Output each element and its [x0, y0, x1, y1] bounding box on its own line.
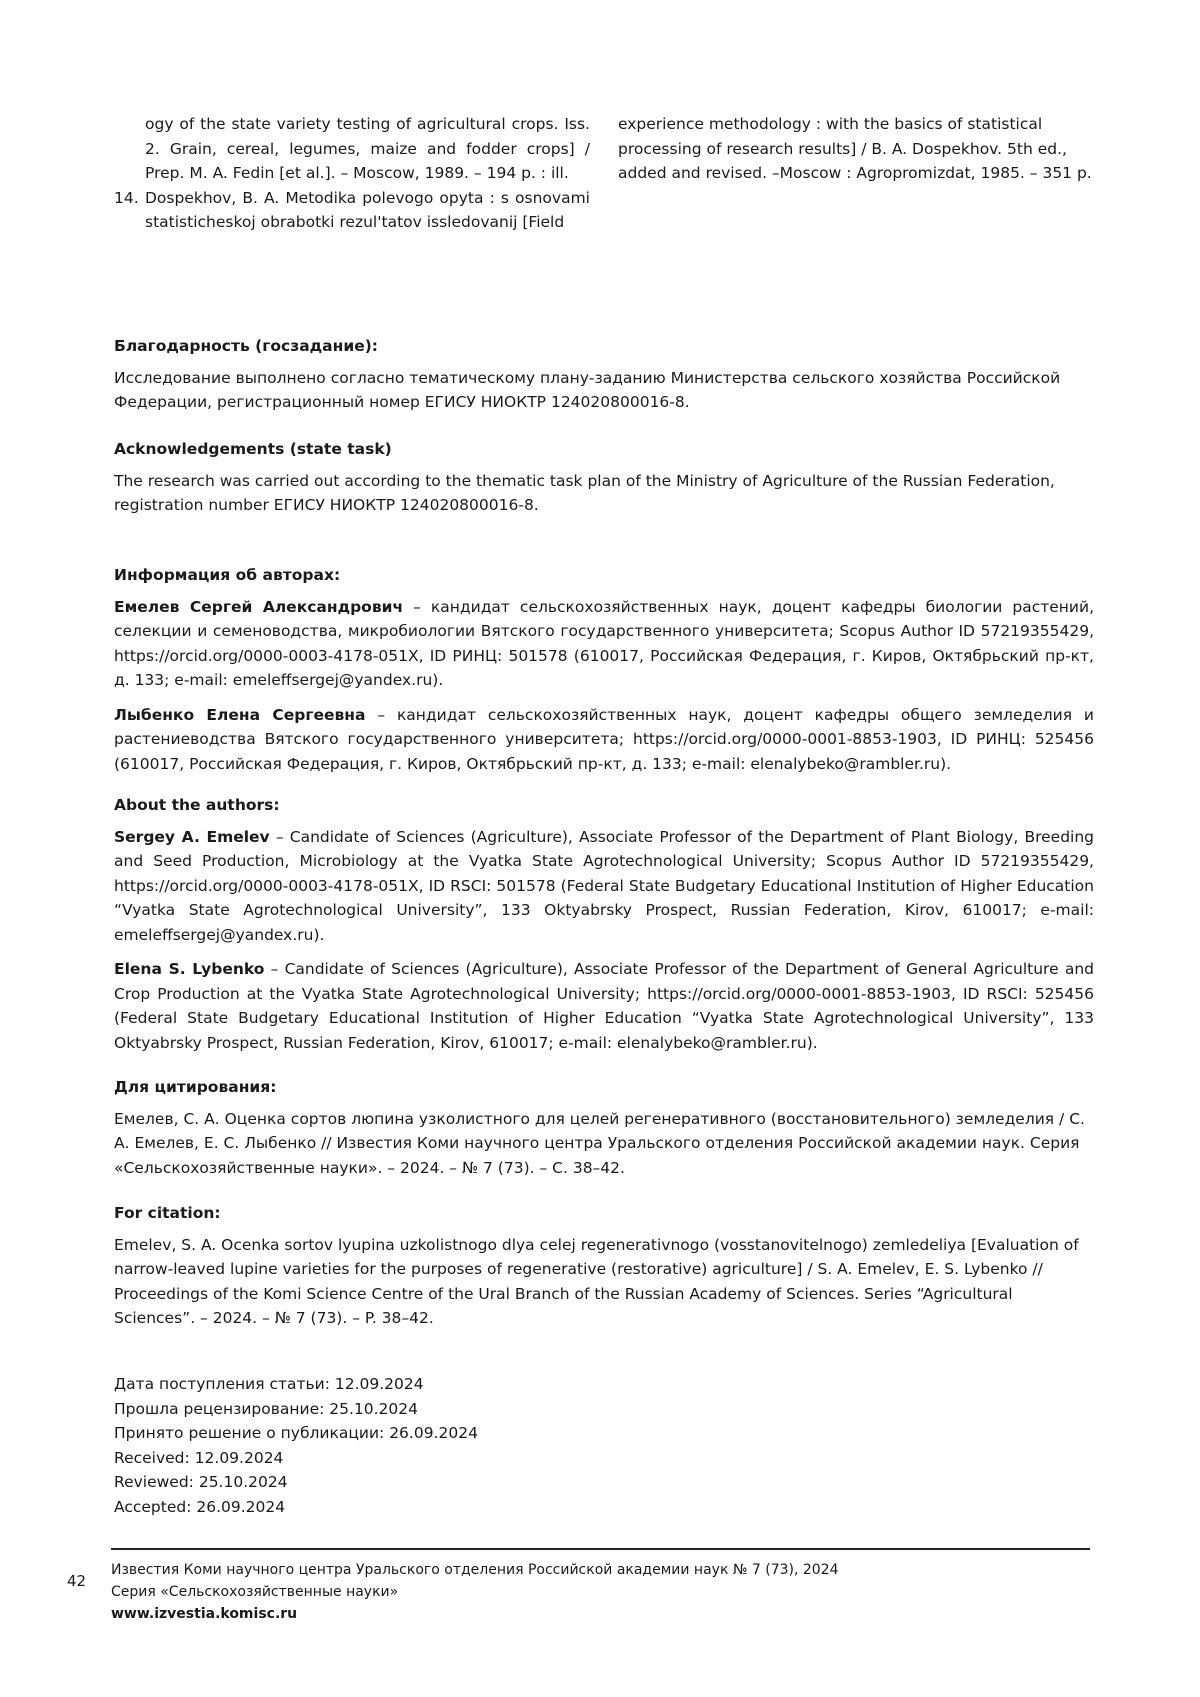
footer-divider: [111, 1548, 1090, 1550]
authors-ru: [114, 563, 1094, 776]
reference-14-continuation: experience methodology : with the basics of statistical processing of research results] / B. A. Dospekhov. 5th ed., added and revised. –Moscow : Agropromizdat, 1985. – 351 p.: [618, 115, 1092, 182]
citation-en-text: Emelev, S. A. Ocenka sortov lyupina uzkolistnogo dlya celej regenerativnogo (vosstanovitelnogo) zemledeliya [Evaluation of narrow-leaved lupine varieties for the purposes of regenerative (restorative) agriculture] / S. A. Emelev, E. S. Lybenko // Proceedings of the Komi Science Centre of the Ural Branch of the Russian Academy of Sciences. Series “Agricultural Sciences”. – 2024. – № 7 (73). – P. 38–42.: [114, 1235, 1079, 1327]
citation-en: [114, 1201, 1094, 1331]
reference-number: 14.: [114, 188, 139, 207]
authors-en-heading: About the authors:: [114, 796, 280, 814]
date-reviewed-en: Reviewed: 25.10.2024: [114, 1473, 288, 1491]
citation-ru-heading: Для цитирования:: [114, 1078, 277, 1096]
date-accepted-en: Accepted: 26.09.2024: [114, 1497, 286, 1516]
author-1-ru-name: Емелев Сергей Александрович: [114, 597, 404, 616]
author-2-ru: [114, 703, 1094, 777]
author-1-en: [114, 825, 1094, 948]
authors-ru-heading: Информация об авторах:: [114, 566, 341, 584]
citation-en-heading: For citation:: [114, 1204, 221, 1222]
author-2-en-details: – Candidate of Sciences (Agriculture), Associate Professor of the Department of General Agriculture and Crop Production at the Vyatka State Agrotechnological University; https://orcid.org/0000-0001-8853-1903, ID RSCI: 525456 (Federal State Budgetary Educational Institution of Higher Education “Vyatka State Agrotechnological University”, 133 Oktyabrsky Prospect, Russian Federation, Kirov, 610017; e-mail: elenalybeko@rambler.ru).: [114, 960, 1094, 1052]
author-1-en-name: Sergey A. Emelev: [114, 827, 270, 846]
references-left-column: [114, 112, 590, 235]
references-section: [114, 112, 1094, 235]
acknowledgement-en: [114, 437, 1094, 518]
references-right-column: [618, 112, 1094, 235]
author-2-ru-details: – кандидат сельскохозяйственных наук, доцент кафедры общего земледелия и растениеводства Вятского государственного университета; https://orcid.org/0000-0001-8853-1903, ID РИНЦ: 525456 (610017, Российская Федерация, г. Киров, Октябрьский пр-кт, д. 133; e-mail: elenalybeko@rambler.ru).: [114, 705, 1094, 773]
authors-en: [114, 793, 1094, 1055]
acknowledgement-ru-text: Исследование выполнено согласно тематическому плану-заданию Министерства сельского хозяйства Российской Федерации, регистрационный номер ЕГИСУ НИОКТР 124020800016-8.: [114, 368, 1061, 411]
citation-ru: [114, 1075, 1094, 1180]
reference-14: [114, 186, 590, 235]
author-2-ru-name: Лыбенко Елена Сергеевна: [114, 705, 366, 724]
footer-website-link[interactable]: www.izvestia.komisc.ru: [111, 1606, 298, 1622]
reference-13-continuation: ogy of the state variety testing of agricultural crops. Iss. 2. Grain, cereal, legumes, maize and fodder crops] / Prep. M. A. Fedin [et al.]. – Moscow, 1989. – 194 p. : ill.: [145, 115, 590, 182]
reference-text: Dospekhov, B. A. Metodika polevogo opyta : s osnovami statisticheskoj obrabotki rezul'tatov issledovanij [Field: [145, 188, 590, 231]
acknowledgement-ru: [114, 334, 1094, 415]
date-reviewed-ru: Прошла рецензирование: 25.10.2024: [114, 1399, 418, 1418]
acknowledgement-ru-heading: Благодарность (госзадание):: [114, 337, 378, 355]
author-1-en-details: – Candidate of Sciences (Agriculture), Associate Professor of the Department of Plant Biology, Breeding and Seed Production, Microbiology at the Vyatka State Agrotechnological University; Scopus Author ID 57219355429, https://orcid.org/0000-0003-4178-051X, ID RSCI: 501578 (Federal State Budgetary Educational Institution of Higher Education “Vyatka State Agrotechnological University”, 133 Oktyabrsky Prospect, Russian Federation, Kirov, 610017; e-mail: emeleffsergej@yandex.ru).: [114, 827, 1094, 944]
date-received-ru: Дата поступления статьи: 12.09.2024: [114, 1375, 424, 1393]
acknowledgement-en-heading: Acknowledgements (state task): [114, 440, 392, 458]
page-footer: [111, 1559, 839, 1625]
footer-series-line: Серия «Сельскохозяйственные науки»: [111, 1584, 399, 1600]
date-received-en: Received: 12.09.2024: [114, 1448, 284, 1467]
footer-journal-line: Известия Коми научного центра Уральского отделения Российской академии наук № 7 (73), 2024: [111, 1562, 839, 1578]
author-1-ru: [114, 595, 1094, 693]
author-2-en: [114, 957, 1094, 1055]
date-accepted-ru: Принято решение о публикации: 26.09.2024: [114, 1424, 478, 1442]
author-2-en-name: Elena S. Lybenko: [114, 960, 265, 978]
citation-ru-text: Емелев, С. А. Оценка сортов люпина узколистного для целей регенеративного (восстановительного) земледелия / С. А. Емелев, Е. С. Лыбенко // Известия Коми научного центра Уральского отделения Российской академии наук. Серия «Сельскохозяйственные науки». – 2024. – № 7 (73). – С. 38–42.: [114, 1109, 1085, 1177]
page-number: 42: [67, 1572, 87, 1590]
article-dates: [114, 1372, 478, 1519]
author-1-ru-details: – кандидат сельскохозяйственных наук, доцент кафедры биологии растений, селекции и семеноводства, микробиологии Вятского государственного университета; Scopus Author ID 57219355429, https://orcid.org/0000-0003-4178-051X, ID РИНЦ: 501578 (610017, Российская Федерация, г. Киров, Октябрьский пр-кт, д. 133; e-mail: emeleffsergej@yandex.ru).: [114, 597, 1095, 689]
acknowledgement-en-text: The research was carried out according to the thematic task plan of the Ministry of Agriculture of the Russian Federation, registration number ЕГИСУ НИОКТР 124020800016-8.: [114, 471, 1055, 514]
